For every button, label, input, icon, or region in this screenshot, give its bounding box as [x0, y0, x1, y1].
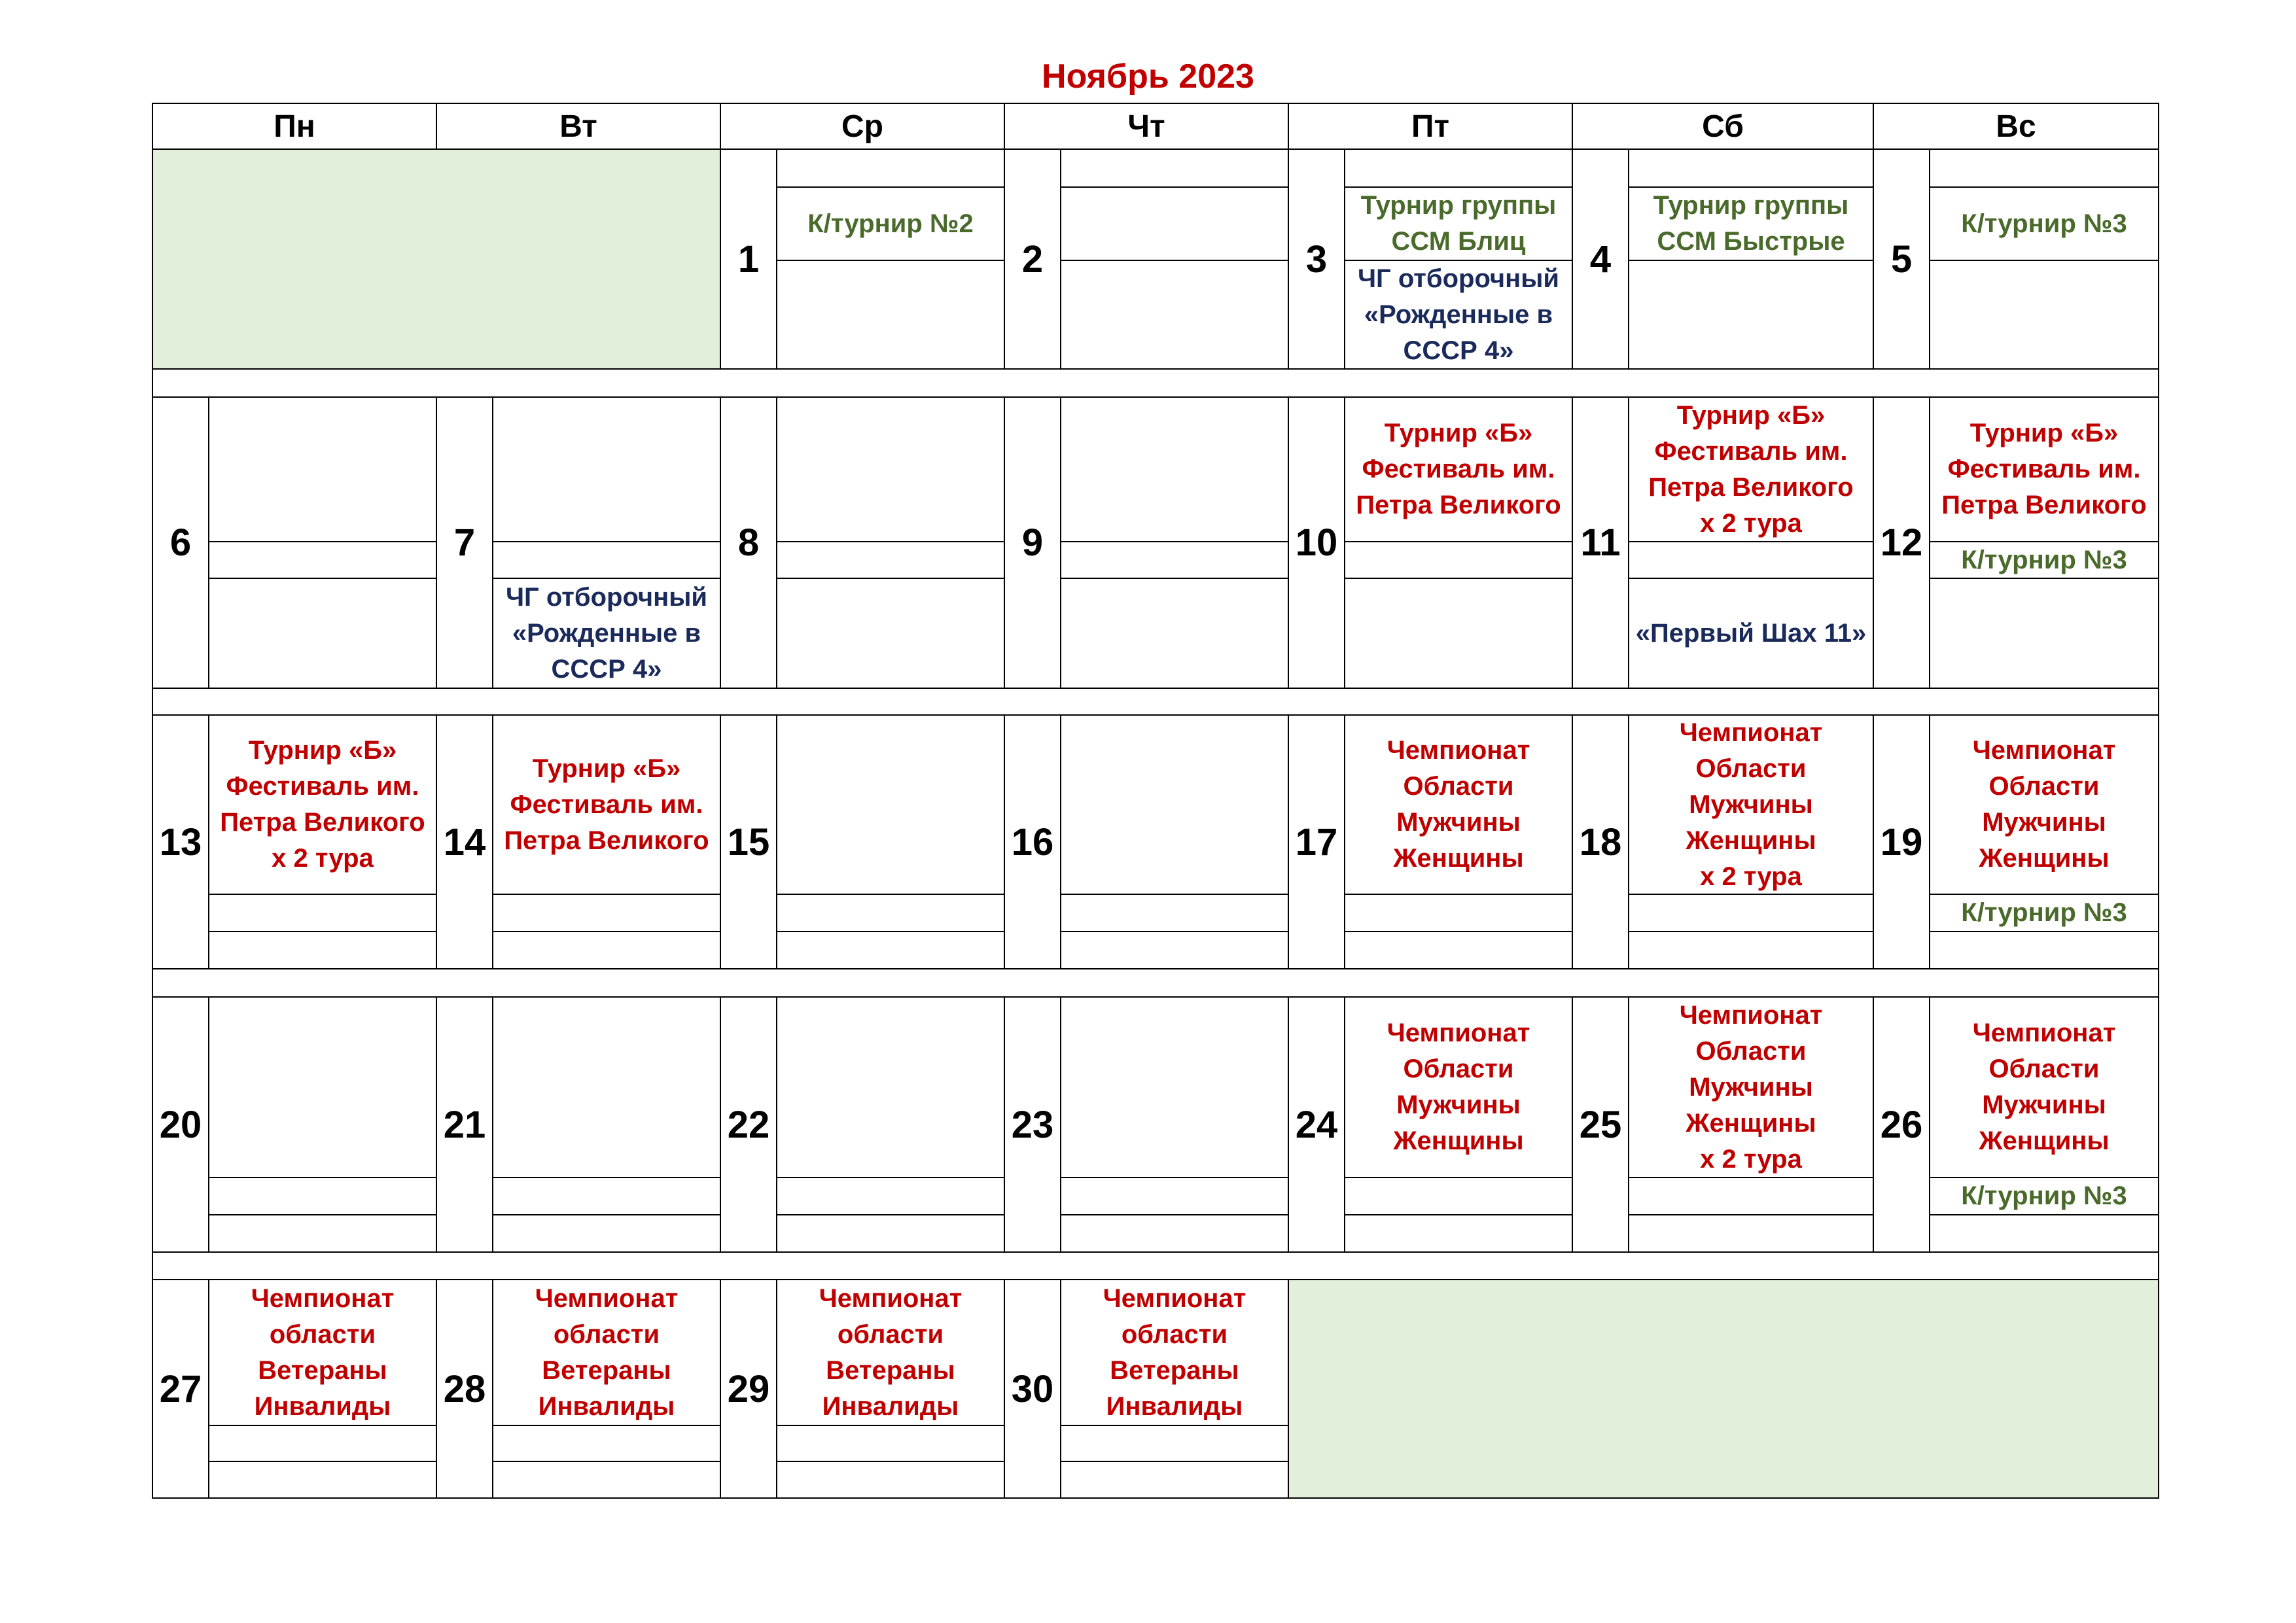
week-separator-2 — [152, 968, 2160, 998]
day-number: 15 — [720, 714, 778, 970]
event-slot: Чемпионат области Ветераны Инвалиды — [492, 1279, 722, 1427]
weekday-header-0: Пн — [152, 103, 438, 150]
event-slot: Турнир «Б» Фестиваль им. Петра Великого х 2 тура — [1628, 396, 1875, 543]
event-slot — [1060, 931, 1290, 970]
event-slot: К/турнир №3 — [1929, 894, 2160, 933]
event-slot — [208, 894, 438, 933]
event-slot — [492, 1214, 722, 1253]
day-number: 1 — [720, 148, 778, 370]
day-number: 7 — [436, 396, 494, 689]
event-slot — [776, 714, 1006, 896]
event-slot: ЧГ отборочный «Рожденные в СССР 4» — [1344, 260, 1574, 370]
event-slot — [492, 1177, 722, 1216]
event-slot: Турнир «Б» Фестиваль им. Петра Великого — [492, 714, 722, 896]
event-slot — [776, 148, 1006, 188]
day-number: 12 — [1873, 396, 1931, 689]
event-slot — [1344, 894, 1574, 933]
event-slot — [492, 396, 722, 543]
event-slot: Чемпионат Области Мужчины Женщины — [1344, 714, 1574, 896]
week-separator-3 — [152, 1251, 2160, 1281]
day-number: 8 — [720, 396, 778, 689]
day-number: 5 — [1873, 148, 1931, 370]
weekday-header-2: Ср — [720, 103, 1006, 150]
event-slot — [1929, 578, 2160, 689]
event-slot: Чемпионат Области Мужчины Женщины — [1929, 996, 2160, 1179]
event-slot — [1929, 931, 2160, 970]
event-slot: Турнир «Б» Фестиваль им. Петра Великого — [1344, 396, 1574, 543]
day-number: 6 — [152, 396, 210, 689]
day-number: 18 — [1572, 714, 1630, 970]
event-slot: Турнир группы ССМ Быстрые — [1628, 186, 1875, 262]
day-number: 29 — [720, 1279, 778, 1499]
event-slot — [1344, 1214, 1574, 1253]
event-slot — [1060, 578, 1290, 689]
event-slot — [208, 396, 438, 543]
event-slot — [776, 1425, 1006, 1463]
event-slot — [1628, 1214, 1875, 1253]
day-number: 9 — [1004, 396, 1062, 689]
event-slot — [1060, 1214, 1290, 1253]
day-number: 16 — [1004, 714, 1062, 970]
event-slot — [776, 996, 1006, 1179]
day-number: 11 — [1572, 396, 1630, 689]
day-number: 3 — [1288, 148, 1346, 370]
event-slot: Чемпионат области Ветераны Инвалиды — [1060, 1279, 1290, 1427]
day-number: 19 — [1873, 714, 1931, 970]
event-slot: Турнир группы ССМ Блиц — [1344, 186, 1574, 262]
event-slot — [1929, 1214, 2160, 1253]
event-slot — [776, 1214, 1006, 1253]
event-slot — [776, 396, 1006, 543]
event-slot — [1344, 931, 1574, 970]
event-slot — [776, 1177, 1006, 1216]
event-slot — [1060, 1425, 1290, 1463]
event-slot — [1628, 1177, 1875, 1216]
event-slot: Турнир «Б» Фестиваль им. Петра Великого х 2 тура — [208, 714, 438, 896]
day-number: 26 — [1873, 996, 1931, 1253]
event-slot: Чемпионат Области Мужчины Женщины — [1929, 714, 2160, 896]
day-number: 22 — [720, 996, 778, 1253]
weekday-header-6: Вс — [1873, 103, 2160, 150]
day-number: 4 — [1572, 148, 1630, 370]
day-number: 28 — [436, 1279, 494, 1499]
event-slot — [1344, 1177, 1574, 1216]
day-number: 27 — [152, 1279, 210, 1499]
day-number: 2 — [1004, 148, 1062, 370]
event-slot — [776, 541, 1006, 580]
event-slot — [208, 1177, 438, 1216]
event-slot — [1929, 260, 2160, 370]
empty-days-before — [152, 148, 722, 370]
weekday-header-4: Пт — [1288, 103, 1574, 150]
event-slot: Чемпионат области Ветераны Инвалиды — [208, 1279, 438, 1427]
event-slot: «Первый Шах 11» — [1628, 578, 1875, 689]
event-slot — [208, 1461, 438, 1499]
event-slot — [776, 894, 1006, 933]
event-slot — [1060, 186, 1290, 262]
event-slot — [208, 541, 438, 580]
day-number: 24 — [1288, 996, 1346, 1253]
event-slot: Чемпионат Области Мужчины Женщины — [1344, 996, 1574, 1179]
day-number: 10 — [1288, 396, 1346, 689]
event-slot: ЧГ отборочный «Рожденные в СССР 4» — [492, 578, 722, 689]
weekday-header-1: Вт — [436, 103, 722, 150]
empty-days-after — [1288, 1279, 2160, 1499]
event-slot — [1628, 894, 1875, 933]
event-slot — [208, 1425, 438, 1463]
event-slot — [1344, 578, 1574, 689]
day-number: 30 — [1004, 1279, 1062, 1499]
week-separator-1 — [152, 688, 2160, 716]
event-slot — [776, 931, 1006, 970]
day-number: 17 — [1288, 714, 1346, 970]
event-slot — [1344, 148, 1574, 188]
event-slot — [1060, 1177, 1290, 1216]
event-slot — [1060, 148, 1290, 188]
day-number: 14 — [436, 714, 494, 970]
event-slot — [208, 578, 438, 689]
event-slot — [1929, 148, 2160, 188]
event-slot: К/турнир №2 — [776, 186, 1006, 262]
event-slot — [492, 1461, 722, 1499]
event-slot — [776, 1461, 1006, 1499]
event-slot — [1628, 931, 1875, 970]
event-slot: Чемпионат Области Мужчины Женщины х 2 тура — [1628, 714, 1875, 896]
event-slot — [492, 541, 722, 580]
page-title: Ноябрь 2023 — [1042, 58, 1254, 96]
event-slot — [1060, 260, 1290, 370]
day-number: 20 — [152, 996, 210, 1253]
event-slot: Турнир «Б» Фестиваль им. Петра Великого — [1929, 396, 2160, 543]
weekday-header-3: Чт — [1004, 103, 1290, 150]
event-slot: К/турнир №3 — [1929, 1177, 2160, 1216]
event-slot — [1628, 260, 1875, 370]
event-slot: Чемпионат области Ветераны Инвалиды — [776, 1279, 1006, 1427]
event-slot — [1344, 541, 1574, 580]
event-slot — [1060, 894, 1290, 933]
event-slot — [208, 1214, 438, 1253]
weekday-header-5: Сб — [1572, 103, 1875, 150]
day-number: 21 — [436, 996, 494, 1253]
event-slot — [1628, 541, 1875, 580]
event-slot — [492, 1425, 722, 1463]
event-slot: К/турнир №3 — [1929, 541, 2160, 580]
event-slot — [1060, 714, 1290, 896]
day-number: 23 — [1004, 996, 1062, 1253]
day-number: 25 — [1572, 996, 1630, 1253]
event-slot — [492, 894, 722, 933]
event-slot — [1060, 996, 1290, 1179]
event-slot — [208, 996, 438, 1179]
event-slot — [492, 996, 722, 1179]
event-slot: К/турнир №3 — [1929, 186, 2160, 262]
day-number: 13 — [152, 714, 210, 970]
event-slot — [1060, 1461, 1290, 1499]
event-slot — [776, 578, 1006, 689]
event-slot — [1060, 396, 1290, 543]
event-slot: Чемпионат Области Мужчины Женщины х 2 тура — [1628, 996, 1875, 1179]
event-slot — [492, 931, 722, 970]
event-slot — [776, 260, 1006, 370]
event-slot — [1060, 541, 1290, 580]
week-separator-0 — [152, 368, 2160, 398]
event-slot — [1628, 148, 1875, 188]
event-slot — [208, 931, 438, 970]
